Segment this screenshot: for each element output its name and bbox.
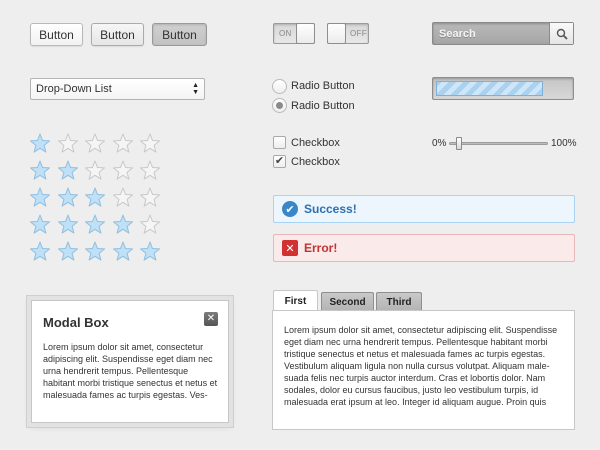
dropdown-list[interactable] bbox=[30, 78, 205, 100]
checkbox-label-1: Checkbox bbox=[291, 137, 340, 149]
success-text: Success! bbox=[304, 202, 357, 216]
radio-button-2[interactable] bbox=[272, 98, 287, 113]
checkbox-label-2: Checkbox bbox=[291, 156, 340, 168]
star-filled-icon[interactable] bbox=[112, 214, 134, 241]
star-filled-icon[interactable] bbox=[57, 160, 79, 187]
check-icon: ✔ bbox=[282, 201, 298, 217]
tab-panel: Lorem ipsum dolor sit amet, consectetur adipiscing elit. Suspendisse eget diam nec urna hendrerit tempus. Pellentesque habitant morbi tristique senectus et netus et malesuada fames ac turpis egestas. Vestibulum aliquam ligula non nulla cursus volutpat. Aliquam male-suada felis nec turpis auctor interdum. Cras et lobortis dolor. Nam sodales, dolor eu cursus faucibus, justo leo vestibulum turpis, id malesuada erat ipsum at leo. Integer id aliquam augue. Proin quis bbox=[272, 310, 575, 430]
star-empty-icon[interactable] bbox=[112, 187, 134, 214]
toggle-knob[interactable] bbox=[296, 23, 315, 44]
up-down-arrows-icon: ▲ ▼ bbox=[192, 82, 199, 96]
progress-fill bbox=[436, 81, 543, 96]
checkmark-icon: ✔ bbox=[274, 155, 285, 167]
star-filled-icon[interactable] bbox=[57, 241, 79, 268]
star-filled-icon[interactable] bbox=[84, 187, 106, 214]
star-filled-icon[interactable] bbox=[29, 160, 51, 187]
star-empty-icon[interactable] bbox=[139, 187, 161, 214]
star-filled-icon[interactable] bbox=[57, 187, 79, 214]
star-filled-icon[interactable] bbox=[139, 241, 161, 268]
star-filled-icon[interactable] bbox=[84, 214, 106, 241]
toggle-off-label: OFF bbox=[350, 29, 367, 38]
star-filled-icon[interactable] bbox=[29, 133, 51, 160]
modal-body: Lorem ipsum dolor sit amet, consectetur adipiscing elit. Suspendisse eget diam nec urna hendrerit tempus. Pellentesque habitant morbi tristique senectus et netus et malesuada fames ac turpis egestas. Ves- bbox=[43, 342, 218, 400]
slider-max-label: 100% bbox=[551, 138, 577, 149]
magnifier-icon bbox=[556, 28, 568, 40]
star-empty-icon[interactable] bbox=[139, 133, 161, 160]
slider-min-label: 0% bbox=[432, 138, 447, 149]
toggle-knob[interactable] bbox=[327, 23, 346, 44]
toggle-on[interactable] bbox=[273, 23, 315, 44]
tab-second[interactable]: Second bbox=[321, 292, 374, 311]
toggle-off[interactable] bbox=[327, 23, 369, 44]
search-button[interactable] bbox=[549, 23, 573, 44]
success-alert bbox=[273, 195, 575, 223]
x-icon: ✕ bbox=[282, 240, 298, 256]
star-filled-icon[interactable] bbox=[57, 214, 79, 241]
error-alert bbox=[273, 234, 575, 262]
radio-label-1: Radio Button bbox=[291, 80, 355, 92]
radio-label-2: Radio Button bbox=[291, 100, 355, 112]
search-input[interactable]: Search bbox=[439, 27, 476, 40]
star-empty-icon[interactable] bbox=[84, 133, 106, 160]
radio-button-1[interactable] bbox=[272, 79, 287, 94]
button-normal[interactable]: Button bbox=[30, 23, 83, 46]
star-filled-icon[interactable] bbox=[29, 241, 51, 268]
modal-title: Modal Box bbox=[43, 315, 109, 330]
star-filled-icon[interactable] bbox=[29, 214, 51, 241]
dropdown-selected: Drop-Down List bbox=[36, 83, 112, 95]
star-filled-icon[interactable] bbox=[84, 241, 106, 268]
progress-bar bbox=[432, 77, 574, 100]
button-pressed[interactable]: Button bbox=[152, 23, 207, 46]
star-empty-icon[interactable] bbox=[139, 214, 161, 241]
star-empty-icon[interactable] bbox=[112, 133, 134, 160]
close-icon[interactable]: ✕ bbox=[204, 312, 218, 326]
slider-thumb[interactable] bbox=[456, 137, 462, 150]
slider-track[interactable] bbox=[449, 142, 548, 145]
button-hover[interactable]: Button bbox=[91, 23, 144, 46]
modal-box bbox=[31, 300, 229, 423]
star-empty-icon[interactable] bbox=[112, 160, 134, 187]
error-text: Error! bbox=[304, 241, 338, 255]
star-filled-icon[interactable] bbox=[29, 187, 51, 214]
star-filled-icon[interactable] bbox=[112, 241, 134, 268]
star-empty-icon[interactable] bbox=[139, 160, 161, 187]
star-empty-icon[interactable] bbox=[84, 160, 106, 187]
star-empty-icon[interactable] bbox=[57, 133, 79, 160]
toggle-on-label: ON bbox=[279, 29, 292, 38]
checkbox-2[interactable] bbox=[273, 155, 286, 168]
search-box[interactable] bbox=[432, 22, 574, 45]
tab-first[interactable]: First bbox=[273, 290, 318, 311]
checkbox-1[interactable] bbox=[273, 136, 286, 149]
tab-third[interactable]: Third bbox=[376, 292, 422, 311]
